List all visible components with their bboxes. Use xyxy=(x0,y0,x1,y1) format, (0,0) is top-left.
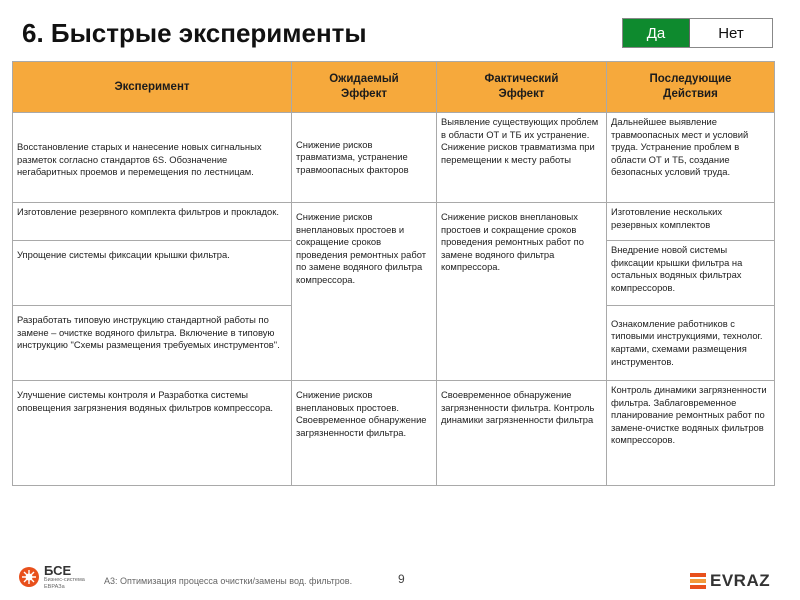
cell-expected-merged: Снижение рисков внеплановых простоев и сокращение сроков проведения ремонтных работ по замене водяного фильтра компрессора. xyxy=(292,203,437,381)
header-expected: Ожидаемый Эффект xyxy=(292,62,437,113)
cell-actual-merged: Снижение рисков внеплановых простоев и сокращение сроков проведения ремонтных работ по замене водяного фильтра компрессора. xyxy=(437,203,607,381)
evraz-logo xyxy=(690,571,770,591)
table-row xyxy=(13,381,775,486)
cell-actions: Изготовление нескольких резервных комплектов xyxy=(607,203,775,241)
header-row xyxy=(13,62,775,113)
evraz-wordmark: EVRAZ xyxy=(710,571,771,590)
experiments-table xyxy=(12,61,775,486)
yes-button[interactable]: Да xyxy=(623,19,690,47)
cell-experiment: Изготовление резервного комплекта фильтров и прокладок. xyxy=(13,203,292,241)
page-number: 9 xyxy=(398,572,405,586)
yes-no-toggle[interactable] xyxy=(622,18,773,48)
bse-logo-sub: ЕВРАЗа xyxy=(44,583,65,590)
cell-actions: Внедрение новой системы фиксации крышки фильтра на остальных водяных фильтрах компрессоров. xyxy=(607,241,775,306)
cell-experiment: Улучшение системы контроля и Разработка системы оповещения загрязнения водяных фильтров компрессора. xyxy=(13,381,292,486)
cell-experiment: Восстановление старых и нанесение новых сигнальных разметок согласно стандартов 6S. Обозначение негабаритных проемов и перемещения по лестницам. xyxy=(13,113,292,203)
cell-expected: Снижение рисков внеплановых простоев. Своевременное обнаружение загрязненности фильтра. xyxy=(292,381,437,486)
cell-actions: Ознакомление работников с типовыми инструкциями, технолог. картами, схемами размещения инструментов. xyxy=(607,306,775,381)
table-row xyxy=(13,113,775,203)
cell-experiment: Упрощение системы фиксации крышки фильтра. xyxy=(13,241,292,306)
cell-actions: Контроль динамики загрязненности фильтра. Заблаговременное планирование ремонтных работ по замене-очистке водяных фильтров компрессоров. xyxy=(607,381,775,486)
bse-logo-name: БСЕ xyxy=(44,563,72,578)
cell-expected: Снижение рисков травматизма, устранение травмоопасных факторов xyxy=(292,113,437,203)
bse-logo xyxy=(18,564,85,590)
cell-actual: Выявление существующих проблем в области ОТ и ТБ их устранение. Снижение рисков травматизма при перемещении к месту работы xyxy=(437,113,607,203)
footer-note: А3: Оптимизация процесса очистки/замены вод. фильтров. xyxy=(104,576,353,586)
bse-logo-sub: Бизнес-система xyxy=(44,577,85,583)
header-actual: Фактический Эффект xyxy=(437,62,607,113)
no-button[interactable]: Нет xyxy=(690,19,772,47)
header-experiment: Эксперимент xyxy=(13,62,292,113)
cell-experiment: Разработать типовую инструкцию стандартной работы по замене – очистке водяного фильтра. Включение в типовую инструкцию "Схемы размещения требуемых инструментов". xyxy=(13,306,292,381)
bse-emblem-icon xyxy=(18,566,40,588)
page-title: 6. Быстрые эксперименты xyxy=(22,18,367,48)
cell-actual: Своевременное обнаружение загрязненности фильтра. Контроль динамики загрязненности фильтра xyxy=(437,381,607,486)
table-row xyxy=(13,203,775,241)
cell-actions: Дальнейшее выявление травмоопасных мест и условий труда. Устранение проблем в области ОТ и ТБ, создание безопасных условий труда. xyxy=(607,113,775,203)
evraz-mark-icon xyxy=(690,573,706,589)
header-actions: Последующие Действия xyxy=(607,62,775,113)
